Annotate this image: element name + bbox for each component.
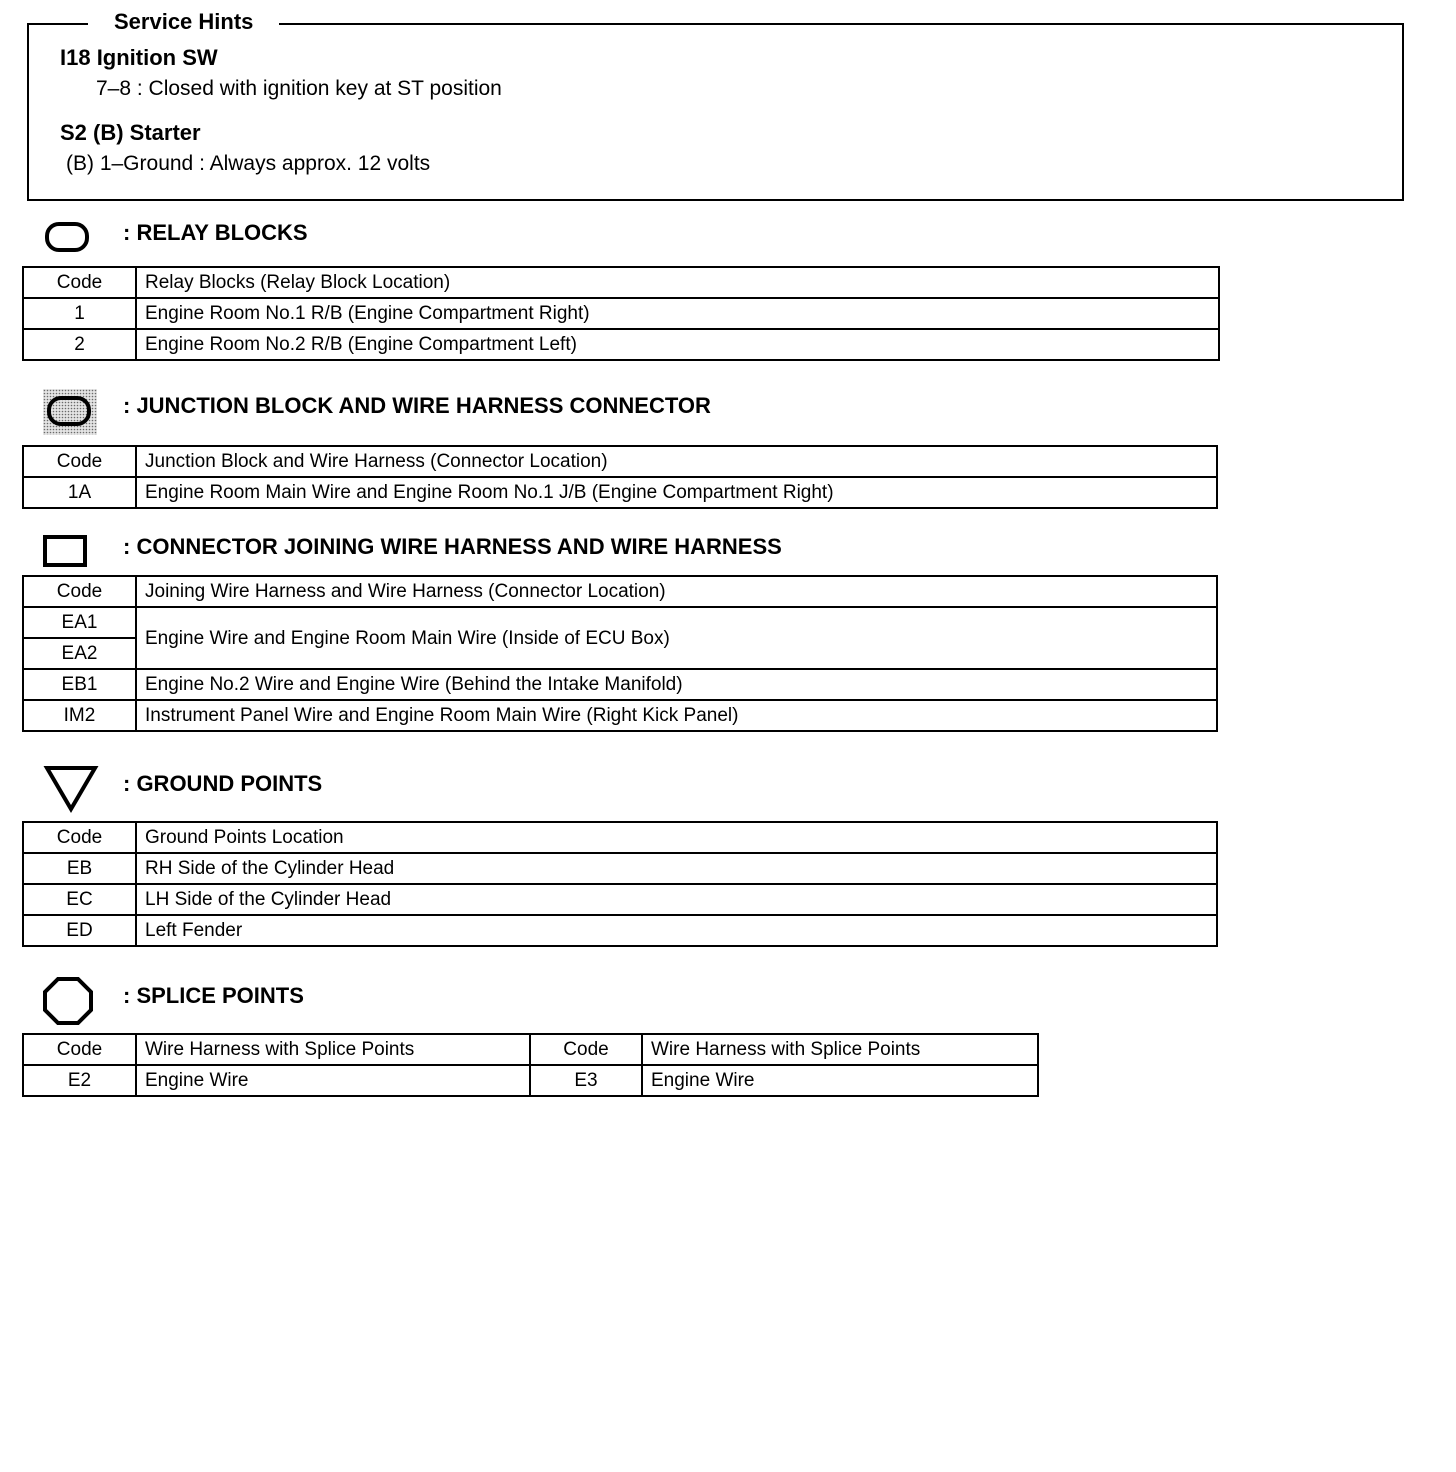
table-header-row (23, 822, 1217, 853)
code-cell: E3 (530, 1065, 642, 1096)
description-header: Wire Harness with Splice Points (136, 1034, 530, 1065)
description-cell: Engine Room Main Wire and Engine Room No.1 J/B (Engine Compartment Right) (136, 477, 1217, 508)
code-cell: EA2 (23, 638, 136, 669)
code-cell: EB (23, 853, 136, 884)
code-cell: EA1 (23, 607, 136, 638)
description-header: Joining Wire Harness and Wire Harness (Connector Location) (136, 576, 1217, 607)
code-header: Code (23, 576, 136, 607)
description-cell: Engine Room No.1 R/B (Engine Compartment Right) (136, 298, 1219, 329)
rectangle-icon (42, 534, 88, 568)
description-cell: Engine Wire (136, 1065, 530, 1096)
shaded-rounded-rectangle-icon (43, 389, 97, 435)
description-cell: LH Side of the Cylinder Head (136, 884, 1217, 915)
relay-blocks-table (22, 266, 1220, 361)
junction-block-title: : JUNCTION BLOCK AND WIRE HARNESS CONNECTOR (123, 393, 711, 418)
table-row (23, 607, 1217, 638)
table-row (23, 298, 1219, 329)
table-header-row (23, 1034, 1038, 1065)
splice-points-title: : SPLICE POINTS (123, 983, 304, 1008)
table-row (23, 1065, 1038, 1096)
hint-ignition-sw-heading: I18 Ignition SW (60, 45, 218, 70)
hint-ignition-sw-line: 7–8 : Closed with ignition key at ST position (96, 77, 502, 100)
code-header: Code (23, 822, 136, 853)
description-header: Junction Block and Wire Harness (Connector Location) (136, 446, 1217, 477)
table-row (23, 884, 1217, 915)
code-cell: IM2 (23, 700, 136, 731)
inverted-triangle-icon (43, 764, 99, 814)
octagon-icon (41, 975, 95, 1027)
code-header: Code (23, 1034, 136, 1065)
table-header-row (23, 576, 1217, 607)
connectors-title: : CONNECTOR JOINING WIRE HARNESS AND WIRE HARNESS (123, 534, 782, 559)
description-cell: Instrument Panel Wire and Engine Room Main Wire (Right Kick Panel) (136, 700, 1217, 731)
junction-block-table (22, 445, 1218, 509)
description-header: Relay Blocks (Relay Block Location) (136, 267, 1219, 298)
ground-points-table (22, 821, 1218, 947)
code-cell: 1 (23, 298, 136, 329)
splice-points-table (22, 1033, 1039, 1097)
code-cell: EB1 (23, 669, 136, 700)
table-row (23, 329, 1219, 360)
service-hints-title: Service Hints (88, 8, 279, 36)
table-row (23, 915, 1217, 946)
hint-starter-line: (B) 1–Ground : Always approx. 12 volts (66, 152, 431, 175)
table-row (23, 853, 1217, 884)
connectors-table (22, 575, 1218, 732)
code-cell: 2 (23, 329, 136, 360)
code-cell: ED (23, 915, 136, 946)
ground-points-title: : GROUND POINTS (123, 771, 323, 796)
description-cell: Engine Wire and Engine Room Main Wire (Inside of ECU Box) (136, 607, 1217, 669)
table-row (23, 477, 1217, 508)
relay-blocks-title: : RELAY BLOCKS (123, 220, 308, 245)
table-header-row (23, 446, 1217, 477)
table-row (23, 669, 1217, 700)
code-cell: EC (23, 884, 136, 915)
code-header: Code (23, 267, 136, 298)
description-cell: RH Side of the Cylinder Head (136, 853, 1217, 884)
description-cell: Engine No.2 Wire and Engine Wire (Behind the Intake Manifold) (136, 669, 1217, 700)
description-cell: Left Fender (136, 915, 1217, 946)
table-row (23, 700, 1217, 731)
description-header: Wire Harness with Splice Points (642, 1034, 1038, 1065)
description-cell: Engine Wire (642, 1065, 1038, 1096)
code-cell: E2 (23, 1065, 136, 1096)
hint-starter-heading: S2 (B) Starter (60, 120, 201, 145)
code-header: Code (23, 446, 136, 477)
table-header-row (23, 267, 1219, 298)
rounded-rectangle-icon (44, 220, 90, 254)
code-cell: 1A (23, 477, 136, 508)
description-cell: Engine Room No.2 R/B (Engine Compartment Left) (136, 329, 1219, 360)
description-header: Ground Points Location (136, 822, 1217, 853)
code-header: Code (530, 1034, 642, 1065)
